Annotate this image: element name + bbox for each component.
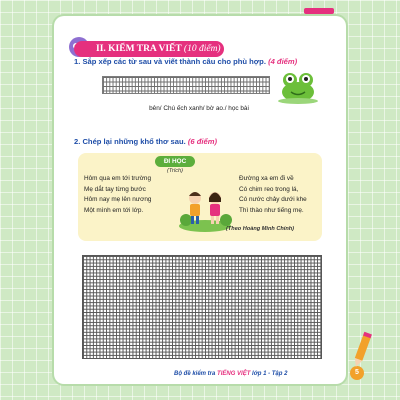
word-list: bên/ Chú ếch xanh/ bờ ao./ học bài <box>149 105 249 112</box>
writing-grid-small[interactable] <box>102 76 270 94</box>
poem-author: (Theo Hoàng Minh Chính) <box>226 226 295 232</box>
question-2-text: 2. Chép lại những khổ thơ sau. <box>74 137 186 146</box>
section-points: (10 điểm) <box>183 44 221 54</box>
question-2-points: (6 điểm) <box>187 137 217 146</box>
question-1-points: (4 điểm) <box>268 57 298 66</box>
question-1 <box>74 57 297 66</box>
page-footer <box>174 371 287 377</box>
poem-line: Thì thào như tiếng mẹ. <box>239 206 304 214</box>
poem-title: ĐI HỌC <box>155 156 195 167</box>
poem-line: Có nước chảy dưới khe <box>239 196 307 204</box>
children-illustration <box>178 186 232 232</box>
page-number: 5 <box>350 366 364 380</box>
poem-line: Hôm nay mẹ lên nương <box>84 196 152 204</box>
section-title-text: II. KIỂM TRA VIẾT <box>96 44 182 54</box>
footer-prefix: Bộ đề kiểm tra <box>174 371 216 377</box>
section-title <box>74 41 224 57</box>
poem-excerpt-note: (Trích) <box>166 168 184 174</box>
poem-line: Mẹ dắt tay từng bước <box>84 185 146 193</box>
writing-grid-large[interactable] <box>82 255 322 359</box>
question-2 <box>74 137 217 146</box>
pencil-icon <box>352 330 372 370</box>
frog-icon <box>276 66 320 104</box>
poem-line: Hôm qua em tới trường <box>84 175 152 182</box>
poem-left-column <box>84 174 151 216</box>
poem-right-column <box>239 174 307 216</box>
poem-line: Có chim reo trong lá, <box>239 185 299 193</box>
footer-accent: TIẾNG VIỆT <box>217 371 251 377</box>
worksheet-page <box>54 16 359 384</box>
poem-line: Một mình em tới lớp. <box>84 206 144 214</box>
question-1-text: 1. Sắp xếp các từ sau và viết thành câu cho phù hợp. <box>74 57 266 66</box>
poem-line: Đường xa em đi về <box>239 175 294 182</box>
footer-suffix: lớp 1 - Tập 2 <box>252 371 288 377</box>
